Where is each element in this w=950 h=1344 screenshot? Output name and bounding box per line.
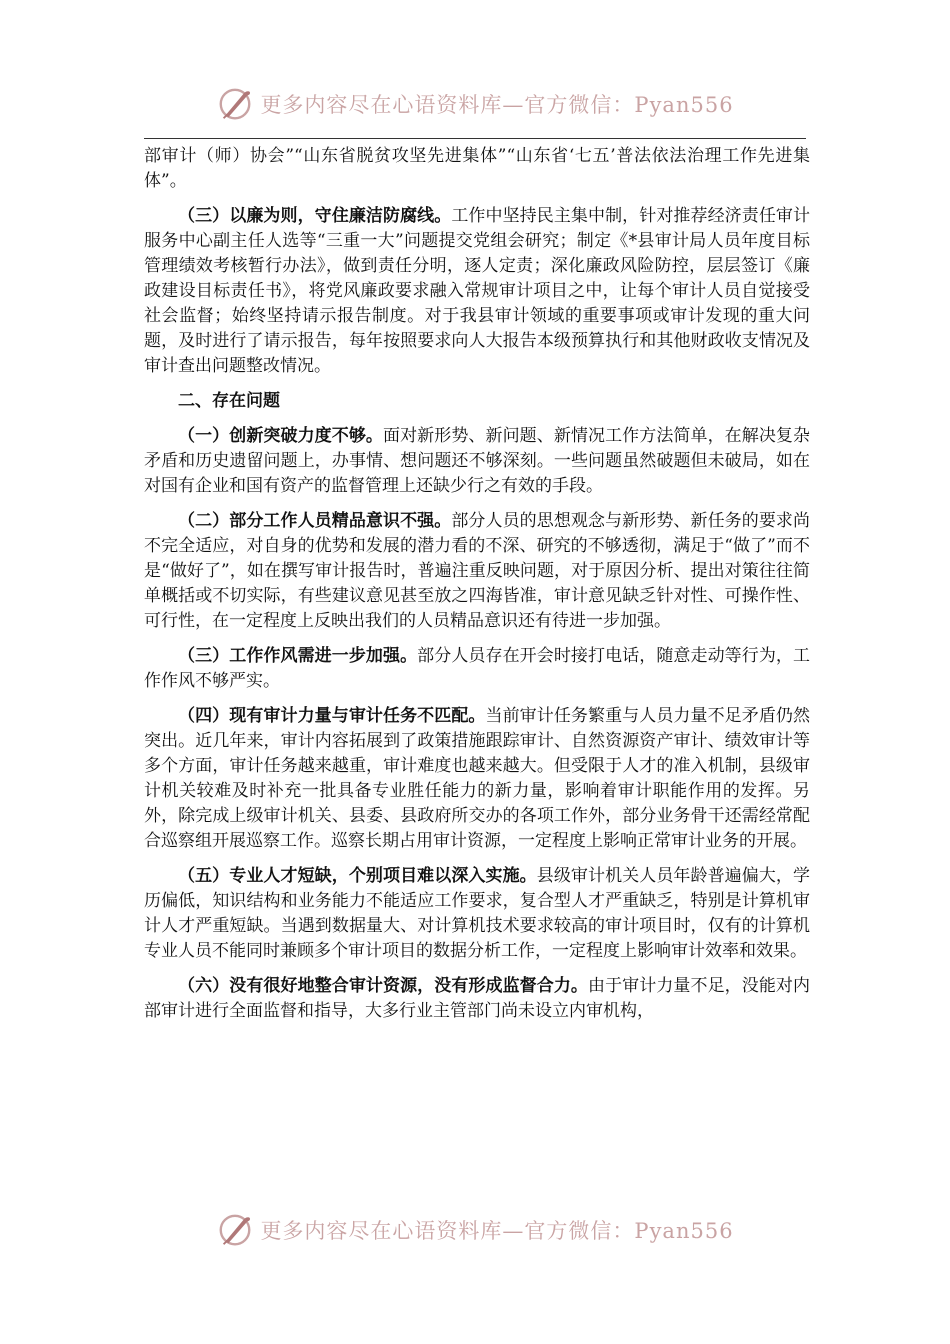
paragraph: （二）部分工作人员精品意识不强。部分人员的思想观念与新形势、新任务的要求尚不完全适应，对自身的优势和发展的潜力看的不深、研究的不够透彻，满足于“做了”而不是“做好了”，如在撰写审计报告时，普遍注重反映问题，对于原因分析、提出对策往往简单概括或不切实际，有些建议意见甚至放之四海皆准，审计意见缺乏针对性、可操作性、可行性，在一定程度上反映出我们的人员精品意识还有待进一步加强。 bbox=[144, 511, 811, 631]
paragraph: 部审计（师）协会”“山东省脱贫攻坚先进集体”“山东省‘七五’普法依法治理工作先进集体”。 bbox=[144, 146, 810, 191]
paragraph: （四）现有审计力量与审计任务不匹配。当前审计任务繁重与人员力量不足矛盾仍然突出。近几年来，审计内容拓展到了政策措施跟踪审计、自然资源资产审计、绩效审计等多个方面，审计任务越来越重，审计难度也越来越大。但受限于人才的准入机制，县级审计机关较难及时补充一批具备专业胜任能力的新力量，影响着审计职能作用的发挥。另外，除完成上级审计机关、县委、县政府所交办的各项工作外，部分业务骨干还需经常配合巡察组开展巡察工作。巡察长期占用审计资源，一定程度上影响正常审计业务的开展。 bbox=[144, 706, 810, 851]
paragraph: （三）以廉为则，守住廉洁防腐线。工作中坚持民主集中制，针对推荐经济责任审计服务中心副主任人选等“三重一大”问题提交党组会研究；制定《*县审计局人员年度目标管理绩效考核暂行办法》，做到责任分明，逐人定责；深化廉政风险防控，层层签订《廉政建设目标责任书》，将党风廉政要求融入常规审计项目之中，让每个审计人员自觉接受社会监督；始终坚持请示报告制度。对于我县审计领域的重要事项或审计发现的重大问题，及时进行了请示报告，每年按照要求向人大报告本级预算执行和其他财政收支情况及审计查出问题整改情况。 bbox=[144, 206, 811, 376]
paragraph: （三）工作作风需进一步加强。部分人员存在开会时接打电话，随意走动等行为，工作作风不够严实。 bbox=[144, 646, 811, 691]
header-rule bbox=[144, 138, 806, 139]
quill-logo-icon bbox=[216, 85, 254, 123]
paragraph: （五）专业人才短缺，个别项目难以深入实施。县级审计机关人员年龄普遍偏大，学历偏低，知识结构和业务能力不能适应工作要求，复合型人才严重缺乏，特别是计算机审计人才严重短缺。当遇到数据量大、对计算机技术要求较高的审计项目时，仅有的计算机专业人员不能同时兼顾多个审计项目的数据分析工作，一定程度上影响审计效率和效果。 bbox=[144, 866, 810, 961]
section-heading: 二、存在问题 bbox=[178, 391, 280, 411]
watermark-text: 更多内容尽在心语资料库—官方微信：Pyan556 bbox=[260, 1219, 734, 1243]
document-body bbox=[144, 144, 810, 1024]
paragraph: （六）没有很好地整合审计资源，没有形成监督合力。由于审计力量不足，没能对内部审计进行全面监督和指导，大多行业主管部门尚未设立内审机构， bbox=[144, 976, 810, 1021]
header-watermark bbox=[0, 80, 950, 128]
footer-watermark bbox=[0, 1206, 950, 1254]
quill-logo-icon bbox=[216, 1211, 254, 1249]
watermark-text: 更多内容尽在心语资料库—官方微信：Pyan556 bbox=[260, 93, 734, 117]
paragraph: （一）创新突破力度不够。面对新形势、新问题、新情况工作方法简单，在解决复杂矛盾和历史遗留问题上，办事情、想问题还不够深刻。一些问题虽然破题但未破局，如在对国有企业和国有资产的监督管理上还缺少行之有效的手段。 bbox=[144, 426, 810, 496]
